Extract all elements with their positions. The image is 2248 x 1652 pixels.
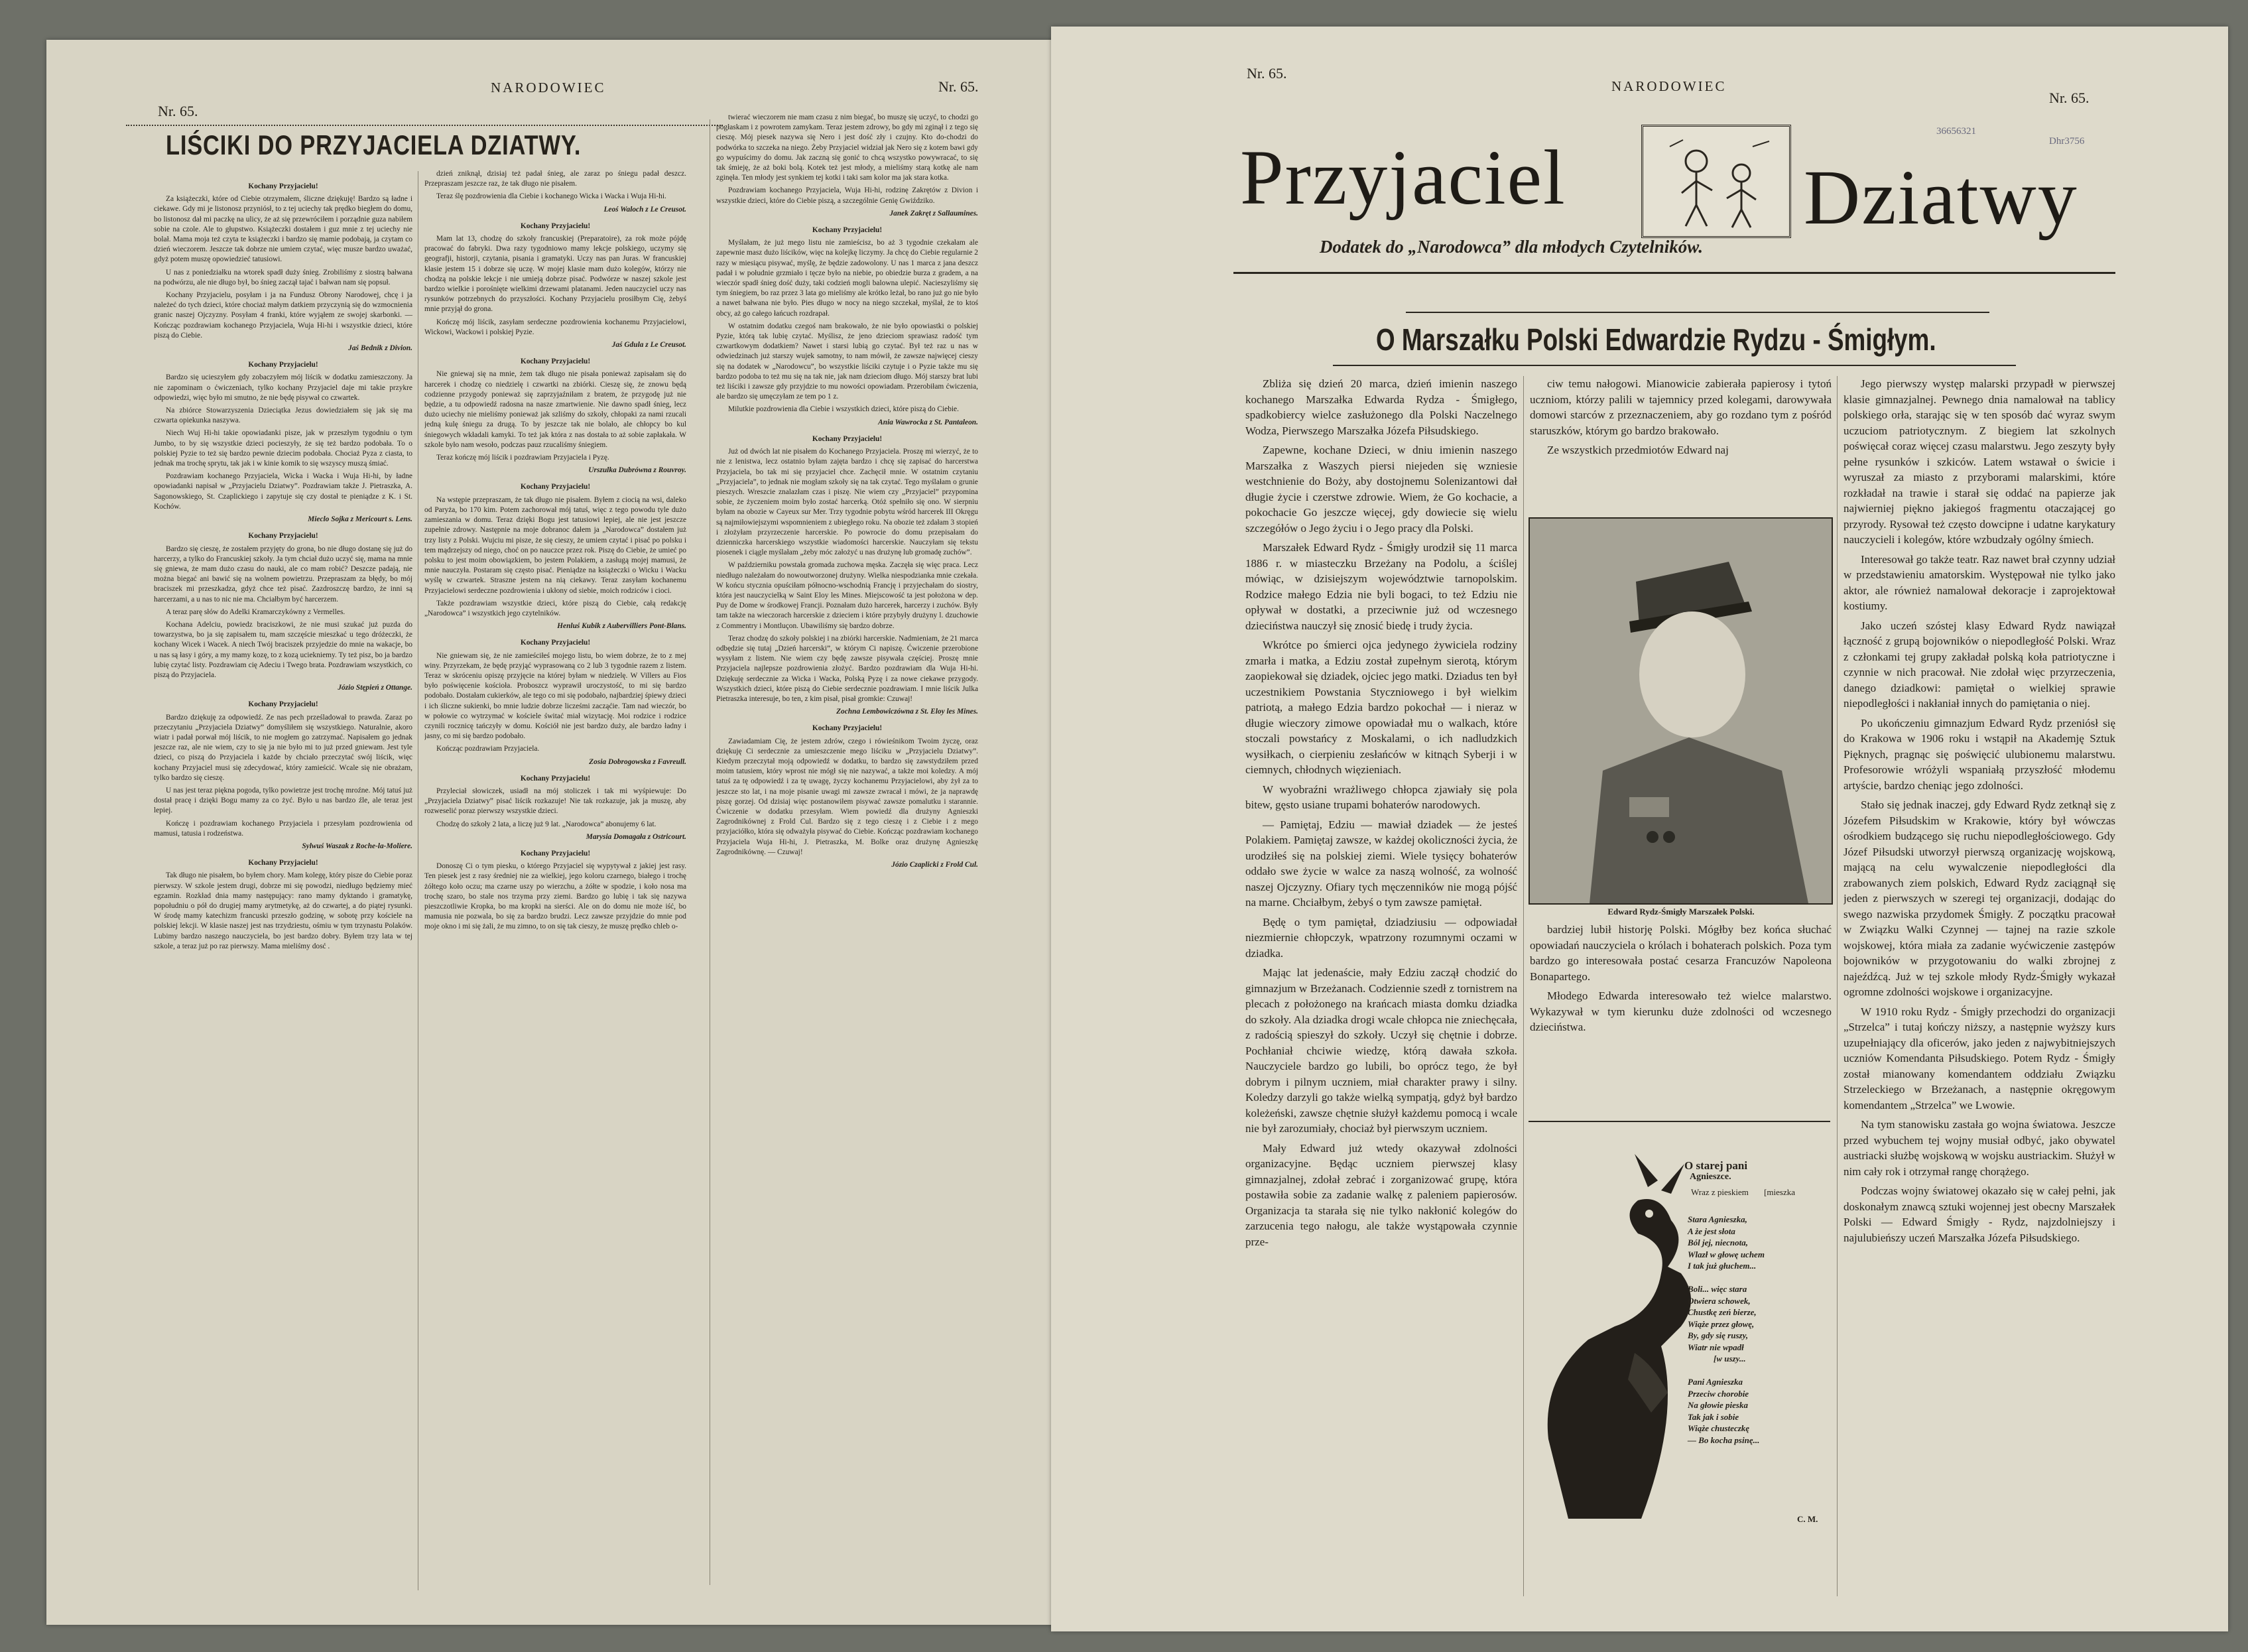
letter-paragraph: Kochana Adelciu, powiedz braciszkowi, że nie musi szukać już puzda do towarzystwa, bo ja się zapisałem tu, mam szczęście mieszkać u tego dróżeczki, że kochany Wicek i Wacek. A niech Twój braciszek przyjedzie do mnie na wakacje, bo u nas są łasy i góry, a my mamy kozę, to z kozą uciekniemy. Ty też pisz, bo ja bardzo lubię czytać listy. Pozdrawiam cię Adeciu i Twego brata. Pozdrawiam wszystkich, co piszą do Przyjaciela.: [154, 620, 412, 679]
right-page-number-right: Nr. 65.: [2049, 90, 2090, 106]
column-divider: [1523, 376, 1524, 1596]
article-paragraph: bardziej lubił historję Polski. Mógłby bez końca słuchać opowiadań nauczyciela o królach i bohaterach polskich. Poza tym bardzo go interesowała postać cesarza Francuzów Napoleona Bonapartego.: [1530, 923, 1832, 983]
poem-author: C. M.: [1797, 1514, 1818, 1524]
letter-paragraph: Kończąc pozdrawiam Przyjaciela.: [436, 745, 540, 753]
letter-paragraph: Myślałam, że już mego listu nie zamieścisz, bo aż 3 tygodnie czekałam ale zapewnie masz dużo liścików, więc na kolejkę liczymy. Ja chcę do Ciebie regularnie 2 razy w miesiącu pisywać, myślę, że będzie zadowolony. U nas 1 marca z jana deszcz padał i w południe grzmiało i tęcze było na niebie, po obiedzie burza z gradem, a na wieczór spadł śnieg dość duży, taki codzień mogli balowna ulepić. Nacieszyliśmy się tym śniegiem, bo raz przez 3 lata go mieliśmy ale krótko leżał, bo rano już go nie było a nawet bałwana nie było. Pies długo w nocy na niego szczekał, myślał, że to ktoś obcy, aż go całego łańcuch rozdrapał.: [716, 239, 978, 318]
letter-paragraph: Niech Wuj Hi-hi takie opowiadanki pisze, jak w przeszłym tygodniu o tym Jumbo, to by się wszystkie dzieci pocieszyły, że się też bardzo podobała. To o polskiej Pyzie to też się bardzo pewnie dziecim podobała. Chociaż Pyza z ciasta, to jednak ma trochę sprytu, tak jak i w kinie komik to się wszyscy muszą śmiać.: [154, 429, 412, 468]
masthead-subtitle: Dodatek do „Narodowca” dla młodych Czytelników.: [1320, 237, 1703, 257]
masthead-illustration: [1641, 125, 1791, 238]
letter-greeting: Kochany Przyjacielu!: [520, 222, 591, 230]
letter-greeting: Kochany Przyjacielu!: [520, 639, 591, 647]
letter-greeting: Kochany Przyjacielu!: [248, 532, 318, 540]
article-paragraph: Wkrótce po śmierci ojca jedynego żywiciela rodziny zmarła i matka, a Edziu został zupełnym sierotą, którym zaopiekował się dziadek, ojciec jego matki. Dziadus ten był uczestnikiem Powstania Styczniowego i był wielkim patriotą, a małego Edzia bardzo pokochał — i nieraz w długie wieczory zimowe opowiadał mu o walkach, które stoczali powstańcy z Moskalami, o ich nadludzkich wysiłkach, o cierpieniu zesłańców w kitnąch Syberji i w ciemnych, chłodnych więzieniach.: [1245, 639, 1517, 776]
letter-greeting: Kochany Przyjacielu!: [520, 357, 591, 366]
article-headline: O Marszałku Polski Edwardzie Rydzu - Śmigłym.: [1376, 322, 1936, 357]
letter-greeting: Kochany Przyjacielu!: [248, 859, 318, 867]
article-paragraph: Zapewne, kochane Dzieci, w dniu imienin naszego Marszałka z Waszych piersi niejeden się wzniesie westchnienie do Boży, aby dostojnemu Solenizantowi dał długie życie i czerstwe zdrowie. Wiem, że Go kochacie, a pokochacie Go jeszcze więcej, gdy dowiecie się wielu szczegółów o Jego życiu i o Jego pracy dla Polski.: [1245, 444, 1517, 535]
poem-subtitle: Agnieszce.: [1690, 1172, 1731, 1182]
article-paragraph: Zbliża się dzień 20 marca, dzień imienin naszego kochanego Marszałka Edwarda Rydza - Śmigłego, spadkobiercy wielce zasłużonego dla Polski Naczelnego Wodza, Pierwszego Marszałka Józefa Piłsudskiego.: [1245, 377, 1517, 437]
letter-signature: Urszulka Dubrówna z Rouvroy.: [588, 466, 686, 475]
article-column-1: [1245, 376, 1517, 1610]
column-divider: [1837, 376, 1838, 1596]
letter-paragraph: Pozdrawiam kochanego Przyjaciela, Wicka i Wacka i Wuja Hi-hi, by ładne opowiadanki napisał w „Przyjacielu Dziatwy”. Pozdrawiam także J. Pietraszka, A. Sagonowskiego, St. Czaplickiego i zapytuje się czy dostał te pieniądze z K. i St. Kochów.: [154, 472, 412, 511]
letter-paragraph: W ostatnim dodatku czegoś nam brakowało, że nie było opowiastki o polskiej Pyzie, którą tak lubię czytać. Myślisz, że jeno dzieciom sprawiasz radość tym czwartkowym dodatkiem? Nawet i starsi lubią go czytać. Był też raz u nas w odwiedzinach już starszy wujek samotny, to nam mówił, że zawsze najwięcej cieszy się na dodatek w „Narodowcu”, bo wszystkie liściki czytuje i o Pyzie także mu się bardzo podoba to też mu się na tak nie, jak nam dzieciom długo. Mój starszy brat lubi też liściki i zawsze gdy przyjdzie to mu nowości opowiadam. Przerobiłam ćwiczenia, ale bardzo się umęczyłam ze tem po 1 z.: [716, 322, 978, 401]
letter-paragraph: U nas jest teraz piękna pogoda, tylko powietrze jest trochę mroźne. Mój tatuś już dostał pracę i dzięki Bogu mamy za co żyć. Było u nas bardzo źle, ale teraz jest lepiej.: [154, 786, 412, 815]
letter-paragraph: Na wstępie przepraszam, że tak długo nie pisałem. Byłem z ciocią na wsi, daleko od Paryża, bo 170 kim. Potem zachorował mój tatuś, więc z tego powodu tyle dużo zamieszania w domu. Teraz dzięki Bogu jest tatusiowi lepiej, ale nie jest jeszcze zupełnie zdrowy. Następnie na moje dobranoc dałem ja „Narodowca” dostałem już trzy listy z Polski. Wujciu mi pisze, że się cieszy, że umiem czytać i pisać po polsku i tem mądrzejszy od niego, choć on po nauczce przez rok. Piszę do Ciebie, że umieć po polsku to jest moim obowiązkiem, bo jestem Polakiem, a zasługą mojej mamusi, że mnie nauczyła. Postaram się często pisać. Pieniądze na książeczki o Wicku i Wacku wyślę w czwartek. Straszne jestem na nią ciekawy. Teraz zasyłam kochanemu Przyjacielowi serdeczne pozdrowienia i ukłony od siebie, moich rodziców i cioci.: [424, 495, 686, 595]
letter-signature: Ania Wawrocka z St. Pantaleon.: [878, 418, 978, 426]
letter-paragraph: Także pozdrawiam wszystkie dzieci, które piszą do Ciebie, całą redakcję „Narodowca” i wszystkich jego czytelników.: [424, 599, 686, 617]
left-page-title: LIŚCIKI DO PRZYJACIELA DZIATWY.: [166, 129, 582, 160]
article-paragraph: Będę o tym pamiętał, dziadziusiu — odpowiadał niezmiernie chłopczyk, wpatrzony rozumnymi oczami w dziadka.: [1245, 915, 1517, 960]
letter-paragraph: Nie gniewaj się na mnie, żem tak długo nie pisała ponieważ zapisałam się do harcerek i chodzę co niedzielę i czwartki na zbiórki. Cieszę się, że znowu będą codzienne przygody ponieważ się zaprzyjaźniłam z bratem, że przygodę już nie będzie, a tu odpowiedź radosna na nasze zmartwienie. Nie dawno spadł śnieg, lecz dużo uciechy nie mieliśmy ponieważ jak szliśmy do szkoły, chłopaki za nami rzucali jedną kulę śniegu za drugą. To by jeszcze tak nie bolało, ale chłopcy bo kul śniegowych wkładali kamyki. To też jak która z nas dostała to aż sobie zapłakała. W szkole było nam wesoło, podczas pauz rzucaliśmy śniegiem.: [424, 370, 686, 449]
pencil-note: 36656321: [1936, 126, 1976, 137]
letter-signature: Mieclo Sojka z Mericourt s. Lens.: [308, 515, 412, 524]
poem-dedication: [1691, 1187, 1795, 1198]
letter-paragraph: Kończę i pozdrawiam kochanego Przyjaciela i przesyłam pozdrowienia od mamusi, tatusia i rodzeństwa.: [154, 819, 412, 838]
letter-paragraph: Pozdrawiam kochanego Przyjaciela, Wuja Hi-hi, rodzinę Zakrętów z Divion i wszystkie dzieci, które do Ciebie piszą, a szczególnie Genię Gwiździko.: [716, 186, 978, 205]
right-page-number: Nr. 65.: [1247, 65, 1287, 82]
article-paragraph: Mając lat jedenaście, mały Edziu zaczął chodzić do gimnazjum w Brzeżanach. Codziennie szedł z tornistrem na plecach z położonego na krańcach miasta domku dziadka do szkoły. Ala dziadka drogi wcale chłopca nie zniechęcała, z radością spieszył do szkoły. Uczył się chętnie i dobrze. Pochłaniał chciwie wiedzę, którą dawała szkoła. Nauczyciele bardzo go lubili, bo oprócz tego, że był dobrym i pilnym uczniem, miał charakter prawy i silny. Koledzy darzyli go także wielką sympatją, gdyż był bardzo koleżeński, zawsze chętnie służył każdemu pomocą i wcale nie był zarozumiały, chociaż był pierwszym uczniem.: [1245, 966, 1517, 1135]
letter-signature: Józio Stępień z Ottange.: [338, 684, 412, 692]
article-paragraph: Jako uczeń szóstej klasy Edward Rydz nawiązał łączność z grupą bojowników o niepodległość Polski. Wraz z członkami tej grupy zakładał polską koła patriotyczne i czynnie w nich pracował. Nie zdołał więc przyrzeczenia, danego dziadkowi: pamiętał o wielkiej sprawie niepodległości i nakłaniał innych do pamiętania o niej.: [1843, 619, 2115, 710]
letter-greeting: Kochany Przyjacielu!: [248, 182, 318, 190]
article-column-2-top: [1530, 376, 1832, 515]
headline-rule-bottom: [1333, 365, 2016, 366]
article-paragraph: Marszałek Edward Rydz - Śmigły urodził się 11 marca 1886 r. w miasteczku Brzeżany na Podolu, a ściślej mówiąc, w dzisiejszym województwie tarnopolskim. Rodzice małego Edzia nie byli bogaci, to też Edziu nie opływał w dostatki, a przeciwnie już od wczesnego dzieciństwa nauczył się znosić biedę i trudy życia.: [1245, 541, 1517, 632]
letter-paragraph: Teraz chodzę do szkoły polskiej i na zbiórki harcerskie. Nadmieniam, że 21 marca odbędzie się tutaj „Dzień harcerski”, w którym Ci napiszę. Ćwiczenie przerobione wysyłam z listem. Nie wiem czy będę zawsze pisywała częściej. Proszę mnie Przyjaciela najlepsze pozdrowienia złożyć. Bardzo pozdrawiam dla Wuja Hi-hi. Dziękuję serdecznie za Wicka i Wacka, Polską Pyzę i za nowe ciekawe przygody. Wszystkich dzieci, które piszą do Ciebie serdecznie pozdrawiam. I mnie liścik Julka Pietraszka interesuje, bo ten, z kim pisał, pisał gromkie: Czuwaj!: [716, 634, 978, 703]
article-paragraph: Na tym stanowisku zastała go wojna światowa. Jeszcze przed wybuchem tej wojny musiał odbyć, jako obywatel austriacki służbę wojskową w wojsku austriackim. Służył w nim cały rok i otrzymał rangę chorążego.: [1843, 1118, 2115, 1178]
letter-paragraph: twierać wieczorem nie mam czasu z nim biegać, bo muszę się uczyć, to chodzi go pogłaskam i z powrotem zamykam. Teraz jestem zdrowy, bo gdy mi zginął i z tego się cieszę. Mój piesek nazywa się Nero i jest dość zły i czujny. Kto do-chodzi do podwórka to szczeka na niego. Żeby Przyjaciel widział jak Nero się z kotem bawi gdy go wypuścimy do domu. Jak zaczną się gonić to chcą wszystko powywracać, to się tak śmieję, że aż boki bolą. Kotek też jest młody, a mieliśmy starą kotkę ale nam zginęła. Ten młody jest synkiem tej kotki i taki sam kolor ma jak stara kotka.: [716, 113, 978, 182]
letter-paragraph: Bardzo dziękuję za odpowiedź. Ze nas pech prześladował to prawda. Zaraz po przeczytaniu „Przyjaciela Dziatwy” domyśliłem się wszystkiego. Naturalnie, akoro wiatr i padał porwał mój liścik, to nie mogłem go zatrzymać. Napisałem go jednak jeszcze raz, ale nie wiem, czy to się ja nie było mi to już przed gniewam. Jest tyle dzieci, co piszą do Przyjaciela i każde by chciało przeczytać swój liścik, więc kochany Przyjaciel musi się zdecydować, który zamieścić. Wcale się nie obrażam, tylko bardzo się cieszę.: [154, 713, 412, 782]
poem-dedication-word: [mieszka: [1764, 1187, 1795, 1197]
letter-signature: Henluś Kubik z Aubervilliers Pont-Blans.: [557, 622, 686, 631]
letters-column-2: [424, 169, 686, 1585]
photo-caption: Edward Rydz-Śmigły Marszałek Polski.: [1607, 907, 1755, 917]
article-paragraph: Stało się jednak inaczej, gdy Edward Rydz zetknął się z Józefem Piłsudskim w Krakowie, który był wówczas ośrodkiem budzącego się ruchu niepodległościowego. Gdy Józef Piłsudski utworzył pierwszą organizację wojskową, mającą na celu wywalczenie niepodległości dla zrabowanych ziem polskich, Edward Rydz zaciągnął się jeden z pierwszych w szeregi tej organizacji, dodając do swego nazwiska przydomek Śmigły. Z początku pracował w Związku Walki Czynnej — tajnej na razie szkole wojskowej, która miała za zadanie wyćwiczenie zastępów bojowników w przygotowaniu do walki zbrojnej z najeźdźcą. Już w tej szkole młody Rydz-Śmigły wykazał ogromne zdolności wojskowe i organizacyjne.: [1843, 798, 2115, 998]
letter-greeting: Kochany Przyjacielu!: [812, 226, 883, 235]
letter-paragraph: Zawiadamiam Cię, że jestem zdrów, czego i rówieśnikom Twoim życzę, oraz dziękuję Ci serdecznie za umieszczenie mego liściku w „Przyjacielu Dziatwy”. Kiedym przeczytał moją odpowiedź w dodatku, to bardzo się zawstydziłem przed moim tatusiem, który wprost nie mógł się nie nazywać, a także moi koledzy. A mój tatuś za tę odpowiedź i za tę uwagę, życzy kochanemu Przyjacielowi, aby żył za to jeszcze sto lat, i na moje pisanie uwagi mi zawsze zwracał i mówi, że ja naprawdę piszę gorzej. Od dzisiaj więc postanowiłem pisywać zawsze pomalutku i starannie. Ćwiczenie w dodatku przesyłam. Wiem powiedź dla drużyny Agnieszki Zagrodnikównej z Frold Cul. Bardzo się z tego cieszę i z Ciebie i z mego przyjaciółko, która się odważyła pisywać do Ciebie. Kończąc pozdrawiam kochanego Przyjaciela Wuja Hi-hi, J. Pietraszka, M. Bolke oraz drużynę Agnieszkę Zagrodnikównę. — Czuwaj!: [716, 737, 978, 856]
letter-signature: Józio Czaplicki z Frold Cul.: [891, 861, 978, 869]
children-drawing-icon: [1643, 127, 1789, 236]
letter-greeting: Kochany Przyjacielu!: [248, 700, 318, 709]
article-paragraph: Mały Edward już wtedy okazywał zdolności organizacyjne. Będąc uczniem pierwszej klasy gimnazjalnej, zdołał zebrać i zorganizować grupę, która postawiła sobie za zadanie walkę z paleniem papierosów. Organizacja ta starała się nie tylko nakłonić kolegów do zarzucenia tego nałogu, ale także wystąpowała czynnie prze-: [1245, 1141, 1517, 1248]
masthead-title-word-2: Dziatwy: [1804, 154, 2078, 241]
letters-column-3: [716, 113, 978, 1595]
right-page-newspaper-name: NARODOWIEC: [1611, 78, 1727, 94]
letter-paragraph: Chodzę do szkoły 2 lata, a liczę już 9 lat. „Narodowca” abonujemy 6 lat.: [436, 820, 656, 828]
letter-paragraph: Przyleciał słowiczek, usiadł na mój stoliczek i tak mi wyśpiewuje: Do „Przyjaciela Dziatwy” pisać liścik rozkazuje! Nie tak rozkazuje, jak ja muszę, aby rozweselić poraz pierwszy wszystkie dzieci.: [424, 787, 686, 816]
letter-signature: Jaś Gdula z Le Creusot.: [611, 341, 686, 349]
article-paragraph: Podczas wojny światowej okazało się w całej pełni, jak doskonałym znawcą sztuki wojennej jest obecny Marszałek Polski — Edward Śmigły - Rydz, najzdolniejszy i najulubieńszy uczeń Marszałka Józefa Piłsudskiego.: [1843, 1184, 2115, 1244]
article-column-2-bottom: [1530, 922, 1832, 1111]
poem-rule: [1529, 1121, 1830, 1122]
poem-text: Stara Agnieszka, A że jest słota Ból jej, niecnota, Wlazł w głowę uchem I tak już głuchem... Boli... więc stara Otwiera schowek, Chustkę zeń bierze, Wiąże przez głowę, By, gdy się ruszy, Wiatr nie wpadł [w uszy... Pani Agnieszka Przeciw chorobie Na głowie pieska Tak jak i sobie Wiąże chusteczkę — Bo kocha psinę...: [1688, 1214, 1765, 1445]
letter-signature: Leoś Waloch z Le Creusot.: [603, 205, 686, 214]
letter-signature: Marysia Domagała z Ostricourt.: [586, 832, 686, 841]
letter-greeting: Kochany Przyjacielu!: [248, 361, 318, 369]
letter-paragraph: Mam lat 13, chodzę do szkoły francuskiej (Preparatoire), za rok może pójdę pracować do fabryki. Dwa razy tygodniowo mamy lekcje polskiego, uczymy się geografji, historji, czytania, pisania i gramatyki. Uczy nas pan Juras. W francuskiej klasie jestem 15 i dobrze się uczę. W mojej klasie mam dużo kolegów, którzy nie chodzą na polskie lekcje i nie umieją dobrze pisać. Podwórze w naszej szkole jest bardzo wielkie i porośnięte wielkimi drzewami platanami. Jeden nauczyciel uczy nas rysunków potrzebnych do przyszłości. Kochany Przyjacielu prosiłbym Cię, żebyś mnie przyjął do grona.: [424, 235, 686, 314]
article-paragraph: Młodego Edwarda interesowało też wielce malarstwo. Wykazywał w tym kierunku duże zdolności od wczesnego dzieciństwa.: [1530, 989, 1832, 1033]
letter-paragraph: U nas z poniedziałku na wtorek spadł duży śnieg. Zrobiliśmy z siostrą bałwana na podwórzu, ale nie długo był, bo śnieg zaczął tajać i bałwan nam się popsuł.: [154, 268, 412, 286]
letter-paragraph: Teraz kończę mój liścik i pozdrawiam Przyjaciela i Pyzę.: [436, 454, 609, 462]
left-header-rule: [126, 125, 723, 126]
letter-signature: Sylwuś Waszak z Roche-la-Moliere.: [302, 842, 412, 850]
letter-signature: Zosia Dobrogowska z Favreull.: [589, 757, 686, 766]
letter-paragraph: Na zbiórce Stowarzyszenia Dzieciątka Jezus dowiedziałem się jak się ma czwarta opiekunka naszywa.: [154, 407, 412, 425]
left-page-number: Nr. 65.: [158, 103, 198, 119]
letter-signature: Jaś Bednik z Divion.: [348, 344, 412, 353]
letter-paragraph: A teraz parę słów do Adelki Kramarczykówny z Vermelles.: [166, 607, 345, 616]
masthead-rule: [1233, 272, 2115, 274]
letter-paragraph: Donoszę Ci o tym piesku, o którego Przyjaciel się wypytywał z jakiej jest rasy. Ten piesek jest z rasy średniej nie za wielkiej, jego koloru czarnego, białego i trochę żółtego koło oczu; ma czarne uszy po wierzchu, a żółte w spodzie, i koło nosa ma trochę szaro, bo stale nos trzyma przy ziemi. Bardzo go lubię i tak się nazywa pieszczotliwie Kropka, bo ma kropki na sierści. Ale on do domu nie może iść, bo mamusia nie pozwala, bo się za bardzo brudzi. Lecz zawsze przyjdzie do mnie pod moje okno i mi się żali, że mu zimno, to on się tak cieszy, że muszę prędko chleb o-: [424, 862, 686, 931]
article-paragraph: W wyobraźni wrażliwego chłopca zjawiały się pola bitew, gęsto usiane trupami bohaterów narodowych.: [1245, 783, 1517, 811]
letter-paragraph: Tak długo nie pisałem, bo byłem chory. Mam kolegę, który pisze do Ciebie poraz pierwszy. W szkole jestem drugi, dobrze mi się powodzi, niedługo będziemy mieć egzamin. Rozkład dnia mamy następujący: rano mamy dyktando i gramatykę, popołudniu o pół do drugiej mamy arytmetykę, aż do czwartej, a do piątej rysunki. W środę mamy katechizm francuski przeszło godzinę, w sobotę przy kościele na polskiej lekcji. W klasie naszej jest nas trzydziestu, ośmiu w tym trzynastu Polaków. Lubimy bardzo naszego nauczyciela, bo jest bardzo dobry. Byłem trzy lata w tej szkole, a teraz już po raz pierwszy. Mama mieliśmy dosć .: [154, 871, 412, 950]
article-paragraph: Jego pierwszy występ malarski przypadł w pierwszej klasie gimnazjalnej. Pewnego dnia namalował na tablicy polskiego orła, starając się w ten sposób dać wyraz swym uczuciom patriotycznym. Z biegiem lat szkolnych poświęcał coraz więcej czasu malarstwu. Jego zeszyty były pełne rysunków i szkiców. Latem wstawał o świcie i wyruszał za miasto z przyborami malarskimi, które rozkładał na trawie i starał się oddać na papierze jak najwierniej piękno jakiegoś fragmentu otaczającej go przyrody. Rysował też często dowcipne i udatne karykatury nauczycieli i kolegów, które wzbudzały ogólny śmiech.: [1843, 377, 2115, 546]
marshal-photo: [1529, 517, 1833, 905]
letter-paragraph: Już od dwóch lat nie pisałem do Kochanego Przyjaciela. Proszę mi wierzyć, że to nie z lenistwa, lecz ostatnio byłam zajęta bardzo i chcę się zapisać do harcerstwa Przyjaciela, bo tak mi się przyjaciel chce. Zachęcił mnie. W ostatnim czytaniu „Przyjaciela”, to jednak nie mogłam szkoły się na tak czytać. Tego myślałam o grunie pieszych. Wreszcie znalazłam czas i piszę. Nie wiem czy „Przyjaciel” przypomina sobie, że życzeniem moim było zostać harcerką. Otóż spełniło się ono. W sierpniu byłam na obozie w Cayeux sur Mer. Trzy tygodnie pobytu wśród harcerek III Okręgu są najmiłowiejszymi wspomnieniem z ubiegłego roku. Na obozie też zdałam 3 stopień i złożyłam przyrzeczenie harcerskie. Po powrocie do domu przepisałam do dzienniczka harcerskiego wszystkie wiadomości harcerskie. Nauczyłam się tekstu piosenek i ciągle myślałam „żeby móc założyć u nas drużynę lub gromadę zuchów”.: [716, 448, 978, 557]
letter-paragraph: Nie gniewam się, że nie zamieściłeś mojego listu, bo wiem dobrze, że to z mej winy. Przyrzekam, że będę przyjąć wyprasowaną co 2 lub 3 tygodnie razem z listem. Teraz w skróceniu opiszę przyjęcie na której byłam w niedzielę. W Villers au Fios było poświęcenie kościoła. Proboszcz wyprawił uroczystość, to mi się bardzo podobało. Dostałam cukierków, ale tego co mi się podobało, najbardziej śpiewy dzieci i ich śliczne sukienki, bo mnie ludzie dobrze licześmi zacząćie. Tam nad wieczór, bo w połowie co wytrzymać w kościele świtać miał wizytację. Moi rodzice i rodzice czynili rocznicę tańczyły w domu. Kościół nie jest bardzo duży, ale bardzo ładny i jasny, co mi się bardzo podobało.: [424, 651, 686, 741]
letter-signature: Janek Zakręt z Sallaumines.: [889, 209, 978, 218]
poem-title: O starej pani: [1684, 1159, 1748, 1172]
article-paragraph: — Pamiętaj, Edziu — mawiał dziadek — że jesteś Polakiem. Pamiętaj zawsze, w każdej okoliczności życia, że urodziłeś się na polskiej ziemi. Wiele tysięcy bohaterów oddało swe życie w walce za naszą wolność, za wolność naszej Ojczyzny. Ofiary tych męczenników nie mogą pójść na marne. Chciałbym, żebyś o tym zawsze pamiętał.: [1245, 818, 1517, 909]
letter-paragraph: W październiku powstała gromada zuchowa męska. Zaczęła się więc praca. Lecz niedługo należałam do nowoutworzonej drużyny. Wielka niespodzianka mnie czekała. W końcu stycznia opuściłam północno-wschodnią Francję i przyjechałam do siostry, która jest nauczycielką w Saint Eloy les Mines. Miejscowość ta jest położona w dep. Puy de Dome w środkowej Francji. Poznałam dużo harcerek, harcerzy i zuchów. Były tam także na wieczorach harcerskie z dzieciem i które przybyły drużyny l. dzuchowie z Commentry i Montluçon. Ubawiliśmy się bardzo dobrze.: [716, 561, 978, 630]
letter-paragraph: Za książeczki, które od Ciebie otrzymałem, śliczne dziękuję! Bardzo są ładne i ciekawe. Gdy mi je listonosz przyniósł, to z tej uciechy tak prędko biegłem do domu, bo listonosz dał mi paczkę na ulicy, że aż się przewróciłem i porządnie guza nabiłem sobie na czole. Ale to głupstwo. Książeczki dostałem i guz mnie z tej uciechy nie bolał. Mama moja też czyta te książeczki i bardzo się mamie podobają, ja czytam co dzień wieczorem. Jeszcze tak dobrze nie umiem czytać, więc musze bardzo uważać, gdyż potem muszę opowiedzieć tatusiowi.: [154, 195, 412, 264]
letter-greeting: Kochany Przyjacielu!: [812, 724, 883, 733]
left-page-newspaper-name: NARODOWIEC: [491, 80, 606, 95]
article-paragraph: Interesował go także teatr. Raz nawet brał czynny udział w przedstawieniu amatorskim. Występował nie tylko jako aktor, ale również namalował dekoracje i zaprojektował kostiumy.: [1843, 552, 2115, 612]
article-column-3: [1843, 376, 2115, 1610]
article-paragraph: Po ukończeniu gimnazjum Edward Rydz przeniósł się do Krakowa w 1906 roku i wstąpił na Akademję Sztuk Pięknych, pragnąc się poświęcić ulubionemu malarstwu. Profesorowie wróżyli wspaniałą przyszłość młodemu artyście, bardzo cheniąc jego zdolności.: [1843, 716, 2115, 792]
masthead-title-word-1: Przyjaciel: [1240, 134, 1566, 221]
letter-paragraph: Bardzo się ucieszyłem gdy zobaczyłem mój liścik w dodatku zamieszczony. Ja nie zapominam o ćwiczeniach, tylko kochany Przyjaciel daje mi takie przykre odpowiedzi, więc było mi smutno, że nie będę pisywał co czwartek.: [154, 373, 412, 402]
headline-rule-top: [1406, 312, 1989, 313]
article-paragraph: W 1910 roku Rydz - Śmigły przechodzi do organizacji „Strzelca” i tutaj kończy niższy, a następnie wyższy kurs uzupełniający dla oficerów, jako jeden z najwybitniejszych uczniów Komendanta Piłsudskiego. Potem Rydz - Śmigły został mianowany komendantem oddziału Związku Strzeleckiego w Brzeżanach, a następnie okręgowym komendantem „Strzelca” we Lwowie.: [1843, 1005, 2115, 1112]
letter-paragraph: Teraz ślę pozdrowienia dla Ciebie i kochanego Wicka i Wacka i Wuja Hi-hi.: [436, 192, 666, 201]
letter-greeting: Kochany Przyjacielu!: [812, 434, 883, 443]
letter-greeting: Kochany Przyjacielu!: [520, 849, 591, 858]
pencil-note: Dhr3756: [2049, 136, 2085, 147]
marshal-portrait-icon: [1530, 519, 1832, 903]
article-paragraph: Ze wszystkich przedmiotów Edward naj: [1547, 444, 1729, 456]
letter-paragraph: dzień zniknął, dzisiaj też padał śnieg, ale zaraz po śniegu padał deszcz. Przepraszam jeszcze raz, że tak długo nie pisałem.: [424, 170, 686, 188]
letters-column-1: [154, 178, 412, 1584]
letter-paragraph: Kończę mój liścik, zasyłam serdeczne pozdrowienia kochanemu Przyjacielowi, Wickowi, Wackowi i polskiej Pyzie.: [424, 318, 686, 336]
left-page-number-right: Nr. 65.: [938, 78, 979, 95]
letter-paragraph: Kochany Przyjacielu, posyłam i ja na Fundusz Obrony Narodowej, chcę i ja należeć do tych dzieci, które chociaż małym datkiem przyczynią się do wzmocnienia granic naszej Ojczyzny. Posyłam 4 franki, które wyjąłem ze swojej skarbonki. — Kończąc pozdrawiam kochanego Przyjaciela, Wuja Hi-hi i wszystkie dzieci, które piszą do Ciebie.: [154, 291, 412, 340]
letter-signature: Zochna Lembowiczówna z St. Eloy les Mines.: [836, 708, 978, 716]
letter-paragraph: Milutkie pozdrowienia dla Ciebie i wszystkich dzieci, które piszą do Ciebie.: [728, 405, 959, 414]
article-paragraph: ciw temu nałogowi. Mianowicie zabierała papierosy i tytoń uczniom, którzy palili w tajemnicy przed kolegami, darowywała domowi starców z przeznaczeniem, aby go rozdano tym z pośród staruszków, którym go bardzo brakowało.: [1530, 377, 1832, 437]
poem-dedication-line: Wraz z pieskiem: [1691, 1187, 1749, 1197]
letter-greeting: Kochany Przyjacielu!: [520, 483, 591, 491]
letter-paragraph: Bardzo się cieszę, że zostałem przyjęty do grona, bo nie długo dostanę się już do harcerzy, a tylko do Francuskiej szkoły. Ja tym chciał dużo uczyć się, mama na mnie się gniewa, że mam dużo czasu do nauki, ale co mam robić? Deszcze padają, nie można biegać ani bawić się na wolnem powietrzu. Przepraszam za błędy, bo mój braciszek mi przeszkadza, gdyż chce też pisać. Zazdroszczę bardzo, że inni są harcerzami, a u nas to nic nie ma. Chciałbym być harcerzem.: [154, 544, 412, 604]
letter-greeting: Kochany Przyjacielu!: [520, 774, 591, 783]
